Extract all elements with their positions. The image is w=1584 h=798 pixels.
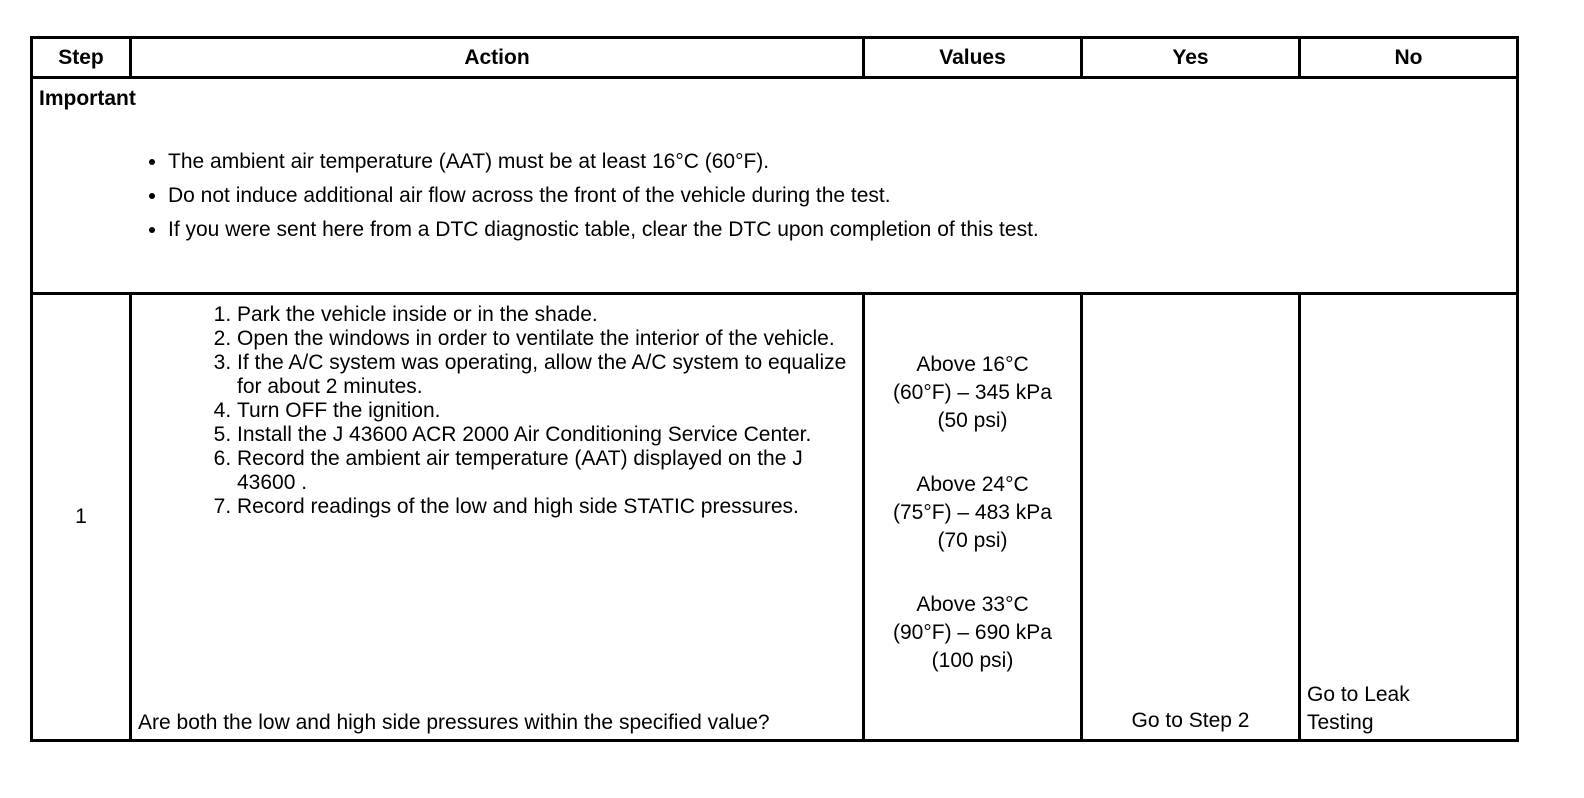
yes-link-step-2[interactable]: Go to Step 2 <box>1131 709 1250 732</box>
value-line: Above 33°C <box>916 593 1029 616</box>
value-line: (70 psi) <box>937 529 1008 552</box>
important-title: Important <box>39 87 136 110</box>
important-row <box>32 78 1518 294</box>
header-yes: Yes <box>1082 38 1300 78</box>
value-block <box>865 591 1080 675</box>
no-line: Go to Leak <box>1307 683 1410 706</box>
value-block <box>865 471 1080 555</box>
action-item: 1. Park the vehicle inside or in the shade. <box>237 303 862 327</box>
important-bullets <box>33 145 1516 247</box>
no-link-leak-testing[interactable] <box>1307 681 1410 737</box>
step-row-1 <box>32 294 1518 741</box>
value-line: (90°F) – 690 kPa <box>893 621 1052 644</box>
no-line: Testing <box>1307 711 1374 734</box>
no-cell <box>1300 294 1518 741</box>
important-bullet: • The ambient air temperature (AAT) must be at least 16°C (60°F). <box>168 145 1516 179</box>
value-line: Above 16°C <box>916 353 1029 376</box>
important-cell <box>32 78 1518 294</box>
value-line: Above 24°C <box>916 473 1029 496</box>
action-question: Are both the low and high side pressures within the specified value? <box>138 711 770 734</box>
step-number: 1 <box>32 294 131 741</box>
header-values: Values <box>864 38 1082 78</box>
value-block <box>865 351 1080 435</box>
action-item: 7. Record readings of the low and high side STATIC pressures. <box>237 495 862 519</box>
important-bullet: • If you were sent here from a DTC diagnostic table, clear the DTC upon completion of this test. <box>168 213 1516 247</box>
action-item: 3. If the A/C system was operating, allow the A/C system to equalize for about 2 minutes. <box>237 351 862 399</box>
action-item: 4. Turn OFF the ignition. <box>237 399 862 423</box>
value-line: (100 psi) <box>931 649 1014 672</box>
yes-cell <box>1082 294 1300 741</box>
important-bullet: • Do not induce additional air flow across the front of the vehicle during the test. <box>168 179 1516 213</box>
values-cell <box>864 294 1082 741</box>
header-row <box>32 38 1518 78</box>
header-step: Step <box>32 38 131 78</box>
diagnostic-table <box>30 36 1519 742</box>
action-list <box>132 303 862 519</box>
header-action: Action <box>131 38 864 78</box>
action-item: 5. Install the J 43600 ACR 2000 Air Conditioning Service Center. <box>237 423 862 447</box>
action-item: 2. Open the windows in order to ventilate the interior of the vehicle. <box>237 327 862 351</box>
value-line: (60°F) – 345 kPa <box>893 381 1052 404</box>
header-no: No <box>1300 38 1518 78</box>
value-line: (50 psi) <box>937 409 1008 432</box>
value-line: (75°F) – 483 kPa <box>893 501 1052 524</box>
action-cell <box>131 294 864 741</box>
action-item: 6. Record the ambient air temperature (AAT) displayed on the J 43600 . <box>237 447 862 495</box>
